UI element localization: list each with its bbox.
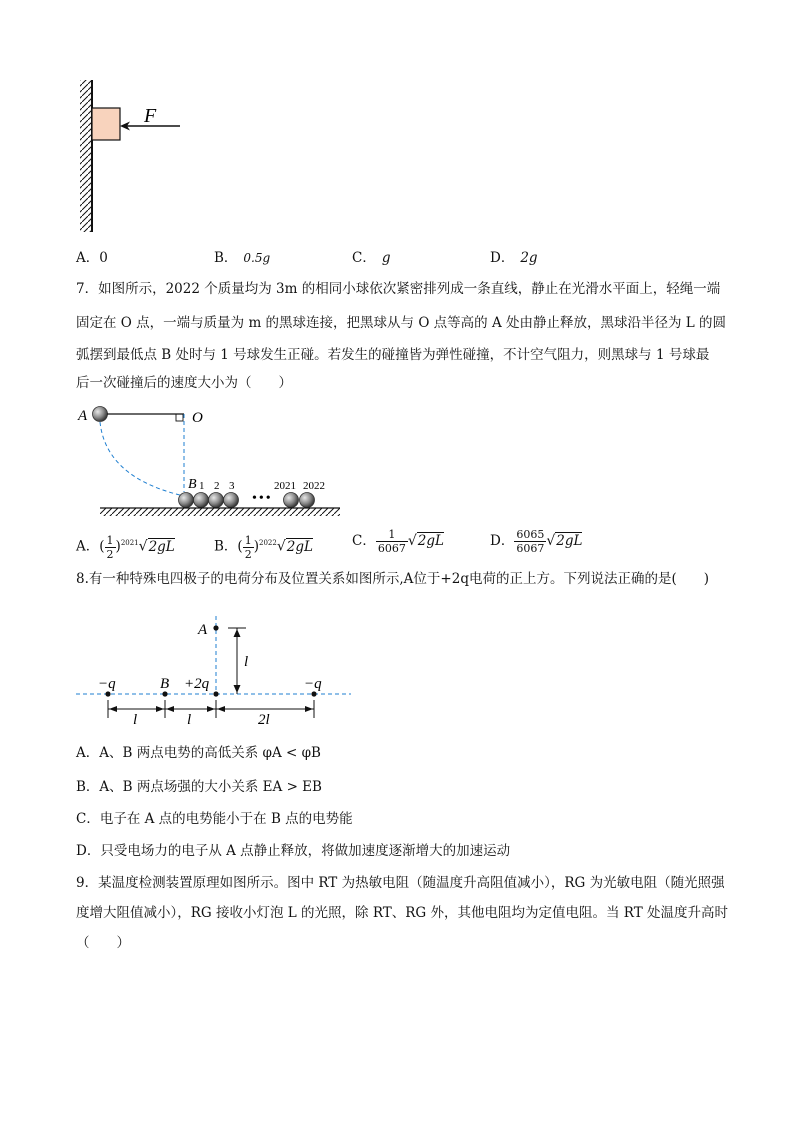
dim-arrow <box>217 706 225 712</box>
center-charge <box>213 691 218 696</box>
q7-option-c: C． $\frac{1}{6067}$ √2gL <box>352 528 444 555</box>
q6-option-d: D． 2g <box>490 250 538 266</box>
arc-path <box>100 422 184 496</box>
q9-line-2: 度增大阻值减小），RG 接收小灯泡 L 的光照，除 RT、RG 外，其他电阻均为定值电阻。当 RT 处温度升高时 <box>76 905 729 921</box>
center-charge-label: +2q <box>184 676 210 692</box>
force-label: F <box>144 105 157 127</box>
left-charge-label: −q <box>98 676 116 692</box>
q8-option-b: B．A、B 两点场强的大小关系 EA > EB <box>76 779 322 795</box>
height-arrow-up <box>234 629 241 637</box>
q7-line-4: 后一次碰撞后的速度大小为（ ） <box>76 375 292 391</box>
point-b-label: B <box>160 676 170 692</box>
q7-option-d: D． $\frac{6065}{6067}$ √2gL <box>490 528 583 555</box>
ground-hatching <box>100 508 340 516</box>
q7-line-3: 弧摆到最低点 B 处时与 1 号球发生正碰。若发生的碰撞皆为弹性碰撞，不计空气阻力，则黑球与 1 号球最 <box>76 347 710 363</box>
q7-line-2: 固定在 O 点，一端与质量为 m 的黑球连接，把黑球从与 O 点等高的 A 处由静止释放，黑球沿半径为 L 的圆 <box>76 315 727 331</box>
ellipsis-dots: ••• <box>252 491 273 506</box>
wall-hatching <box>80 80 92 232</box>
right-charge-label: −q <box>304 676 322 692</box>
height-arrow-down <box>234 685 241 693</box>
point-a-label: A <box>78 408 88 424</box>
q8-stem: 8.有一种特殊电四极子的电荷分布及位置关系如图所示,A位于+2q电荷的正上方。下列说法正确的是( ) <box>76 571 709 587</box>
pendulum-figure <box>70 400 350 522</box>
q9-line-3: （ ） <box>76 935 130 951</box>
dim-arrow <box>305 706 313 712</box>
ball-1 <box>194 493 209 508</box>
ball-1-label: 1 <box>199 480 205 492</box>
q8-option-a: A．A、B 两点电势的高低关系 φA < φB <box>76 745 321 761</box>
ball-2021-label: 2021 <box>274 480 296 492</box>
dim-arrow <box>156 706 164 712</box>
dim-label-3: 2l <box>258 712 270 724</box>
ball-2021 <box>284 493 299 508</box>
ball-3 <box>224 493 239 508</box>
ball-2022 <box>300 493 315 508</box>
q7-line-1: 7．如图所示，2022 个质量均为 3m 的相同小球依次紧密排列成一条直线，静止在光滑水平面上，轻绳一端 <box>76 281 721 297</box>
ball-2 <box>209 493 224 508</box>
ball-2-label: 2 <box>214 480 220 492</box>
ball-2022-label: 2022 <box>303 480 325 492</box>
black-ball-at-b <box>179 493 194 508</box>
point-o-label: O <box>192 410 203 426</box>
dim-arrow <box>207 706 215 712</box>
point-a <box>213 625 218 630</box>
q8-option-d: D．只受电场力的电子从 A 点静止释放，将做加速度逐渐增大的加速运动 <box>76 843 511 859</box>
q8-option-c: C．电子在 A 点的电势能小于在 B 点的电势能 <box>76 811 353 827</box>
point-a-label: A <box>198 622 208 638</box>
q9-line-1: 9．某温度检测装置原理如图所示。图中 RT 为热敏电阻（随温度升高阻值减小），RG 为光敏电阻（随光照强 <box>76 875 725 891</box>
left-charge <box>105 691 110 696</box>
block <box>92 108 120 140</box>
height-label: l <box>244 654 249 670</box>
dim-arrow <box>109 706 117 712</box>
point-b-label: B <box>188 477 197 492</box>
dim-arrow <box>166 706 174 712</box>
right-angle-mark <box>176 414 183 421</box>
ball-3-label: 3 <box>229 480 235 492</box>
q6-option-c: C． g <box>352 250 391 266</box>
q6-option-b: B． 0.5g <box>214 250 271 266</box>
wall-block-figure <box>70 78 190 238</box>
dim-label-1: l <box>133 712 138 724</box>
q7-option-a: A．( $\frac{1}{2}$ )$^{2021}$√2gL <box>76 533 175 561</box>
quadrupole-figure <box>76 612 366 724</box>
dim-label-2: l <box>187 712 192 724</box>
q6-option-a: A．0 <box>76 250 108 266</box>
black-ball <box>93 407 108 422</box>
q7-option-b: B．( $\frac{1}{2}$ )$^{2022}$√2gL <box>214 533 313 561</box>
point-b <box>162 691 167 696</box>
right-charge <box>311 691 316 696</box>
